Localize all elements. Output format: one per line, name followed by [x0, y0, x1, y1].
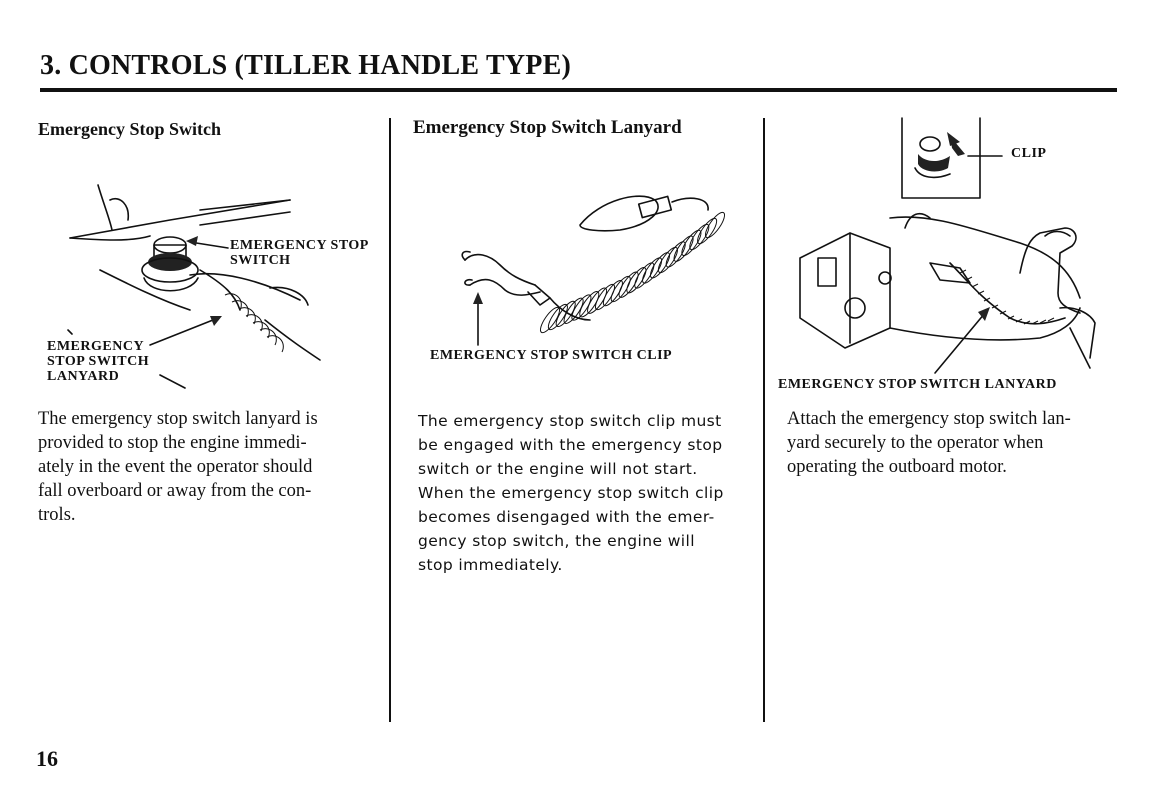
column-divider: [763, 118, 765, 722]
page-title: 3. CONTROLS (TILLER HANDLE TYPE): [40, 50, 571, 81]
section-heading-lanyard: Emergency Stop Switch Lanyard: [413, 117, 682, 138]
label-emergency-stop-switch: EMERGENCY STOP SWITCH: [230, 238, 369, 268]
lanyard-coil: [639, 255, 664, 285]
page-number: 16: [36, 746, 58, 771]
label-emergency-stop-switch-lanyard-2: EMERGENCY STOP SWITCH LANYARD: [778, 377, 1057, 392]
lanyard-illustration: [440, 180, 740, 350]
attach-lanyard-description: Attach the emergency stop switch lan- yard securely to the operator when operating the outboard motor.: [787, 409, 1071, 477]
operator-attachment-illustration: [790, 118, 1120, 378]
label-emergency-stop-switch-lanyard: EMERGENCY STOP SWITCH LANYARD: [47, 339, 150, 384]
label-emergency-stop-switch-clip: EMERGENCY STOP SWITCH CLIP: [430, 348, 673, 363]
label-clip: CLIP: [1011, 146, 1047, 161]
title-rule: [40, 88, 1117, 92]
stop-switch-description: The emergency stop switch lanyard is provided to stop the engine immedi- ately in the event the operator should fall overboard or away from the con- trols.: [38, 409, 318, 525]
section-heading-stop-switch: Emergency Stop Switch: [38, 119, 221, 139]
lanyard-description: The emergency stop switch clip must be engaged with the emergency stop switch or the engine will not start. When the emergency stop switch clip becomes disengaged with the emer- gency stop switch, the engine will stop immediately.: [418, 412, 724, 574]
lanyard-coil: [647, 250, 672, 280]
